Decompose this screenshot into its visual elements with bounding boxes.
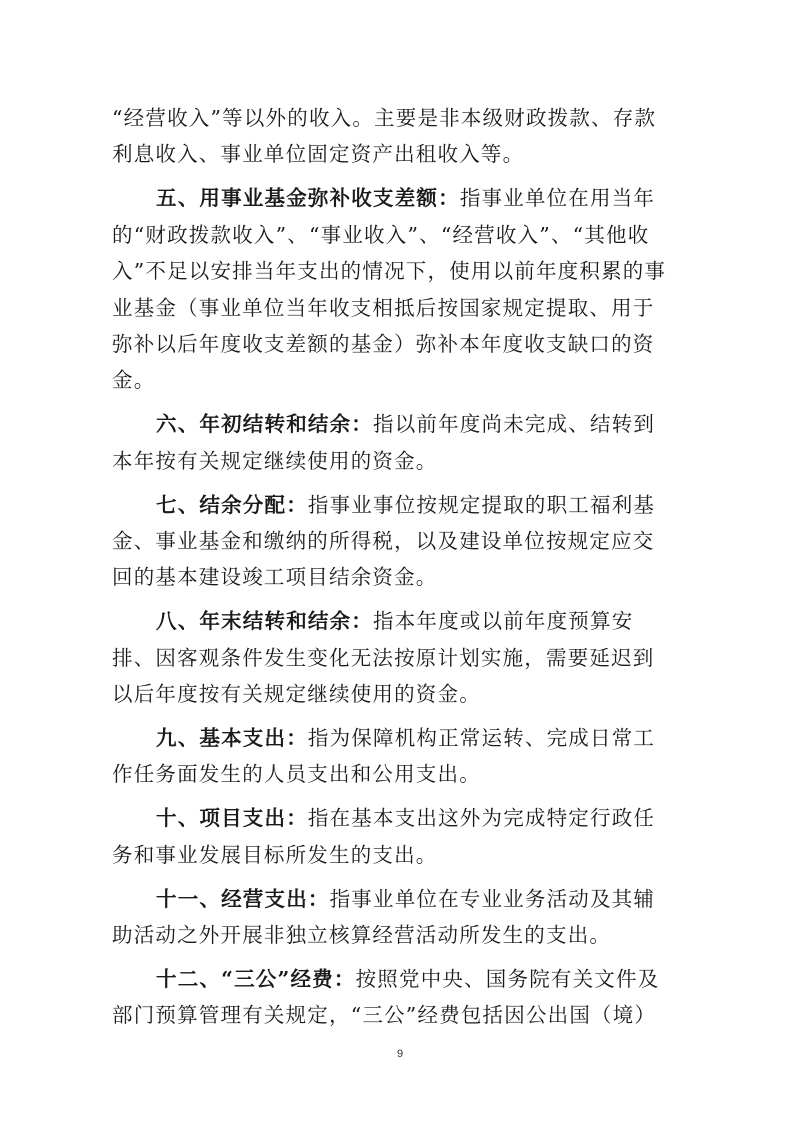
- paragraph-text: 指事业单位在专业业务活动及其辅助活动之外开展非独立核算经营活动所发生的支出。: [112, 886, 656, 948]
- document-body: [112, 100, 672, 1034]
- paragraph-term: 九、基本支出：: [156, 726, 308, 750]
- paragraph-term: 六、年初结转和结余：: [156, 412, 373, 437]
- paragraph-text: 按照党中央、国务院有关文件及部门预算管理有关规定，“三公”经费包括因公出国（境）: [112, 966, 660, 1028]
- paragraph-term: 十、项目支出：: [156, 806, 308, 831]
- paragraph-3: [112, 406, 672, 479]
- paragraph-text: 指在基本支出这外为完成特定行政任务和事业发展目标所发生的支出。: [112, 806, 656, 867]
- page-number: 9: [396, 1048, 404, 1060]
- paragraph-6: [112, 720, 672, 793]
- paragraph-7: [112, 800, 672, 873]
- paragraph-text: 指事业事位按规定提取的职工福利基金、事业基金和缴纳的所得税，以及建设单位按规定应交回的基本建设竣工项目结余资金。: [112, 492, 656, 590]
- paragraph-5: [112, 603, 672, 712]
- paragraph-2: [112, 180, 672, 398]
- paragraph-term: 八、年末结转和结余：: [156, 609, 373, 634]
- paragraph-text: 指本年度或以前年度预算安排、因客观条件发生变化无法按原计划实施，需要延迟到以后年度按有关规定继续使用的资金。: [112, 609, 655, 707]
- paragraph-8: [112, 881, 672, 954]
- paragraph-9: [112, 961, 672, 1034]
- paragraph-term: 七、结余分配：: [156, 492, 308, 517]
- paragraph-term: 十二、“三公”经费：: [156, 966, 356, 991]
- paragraph-4: [112, 487, 672, 596]
- paragraph-term: 十一、经营支出：: [156, 886, 330, 911]
- paragraph-text: “经营收入”等以外的收入。主要是非本级财政拨款、存款利息收入、事业单位固定资产出租收入等。: [112, 106, 657, 167]
- paragraph-text: 指以前年度尚未完成、结转到本年按有关规定继续使用的资金。: [112, 412, 656, 473]
- paragraph-text: 指为保障机构正常运转、完成日常工作任务面发生的人员支出和公用支出。: [112, 726, 656, 787]
- paragraph-1: [112, 100, 672, 173]
- paragraph-term: 五、用事业基金弥补收支差额：: [156, 186, 460, 211]
- paragraph-text: 指事业单位在用当年的“财政拨款收入”、“事业收入”、“经营收入”、“其他收入”不足以安排当年支出的情况下，使用以前年度积累的事业基金（事业单位当年收支相抵后按国家规定提取、用于弥补以后年度收支差额的基金）弥补本年度收支缺口的资金。: [112, 186, 667, 393]
